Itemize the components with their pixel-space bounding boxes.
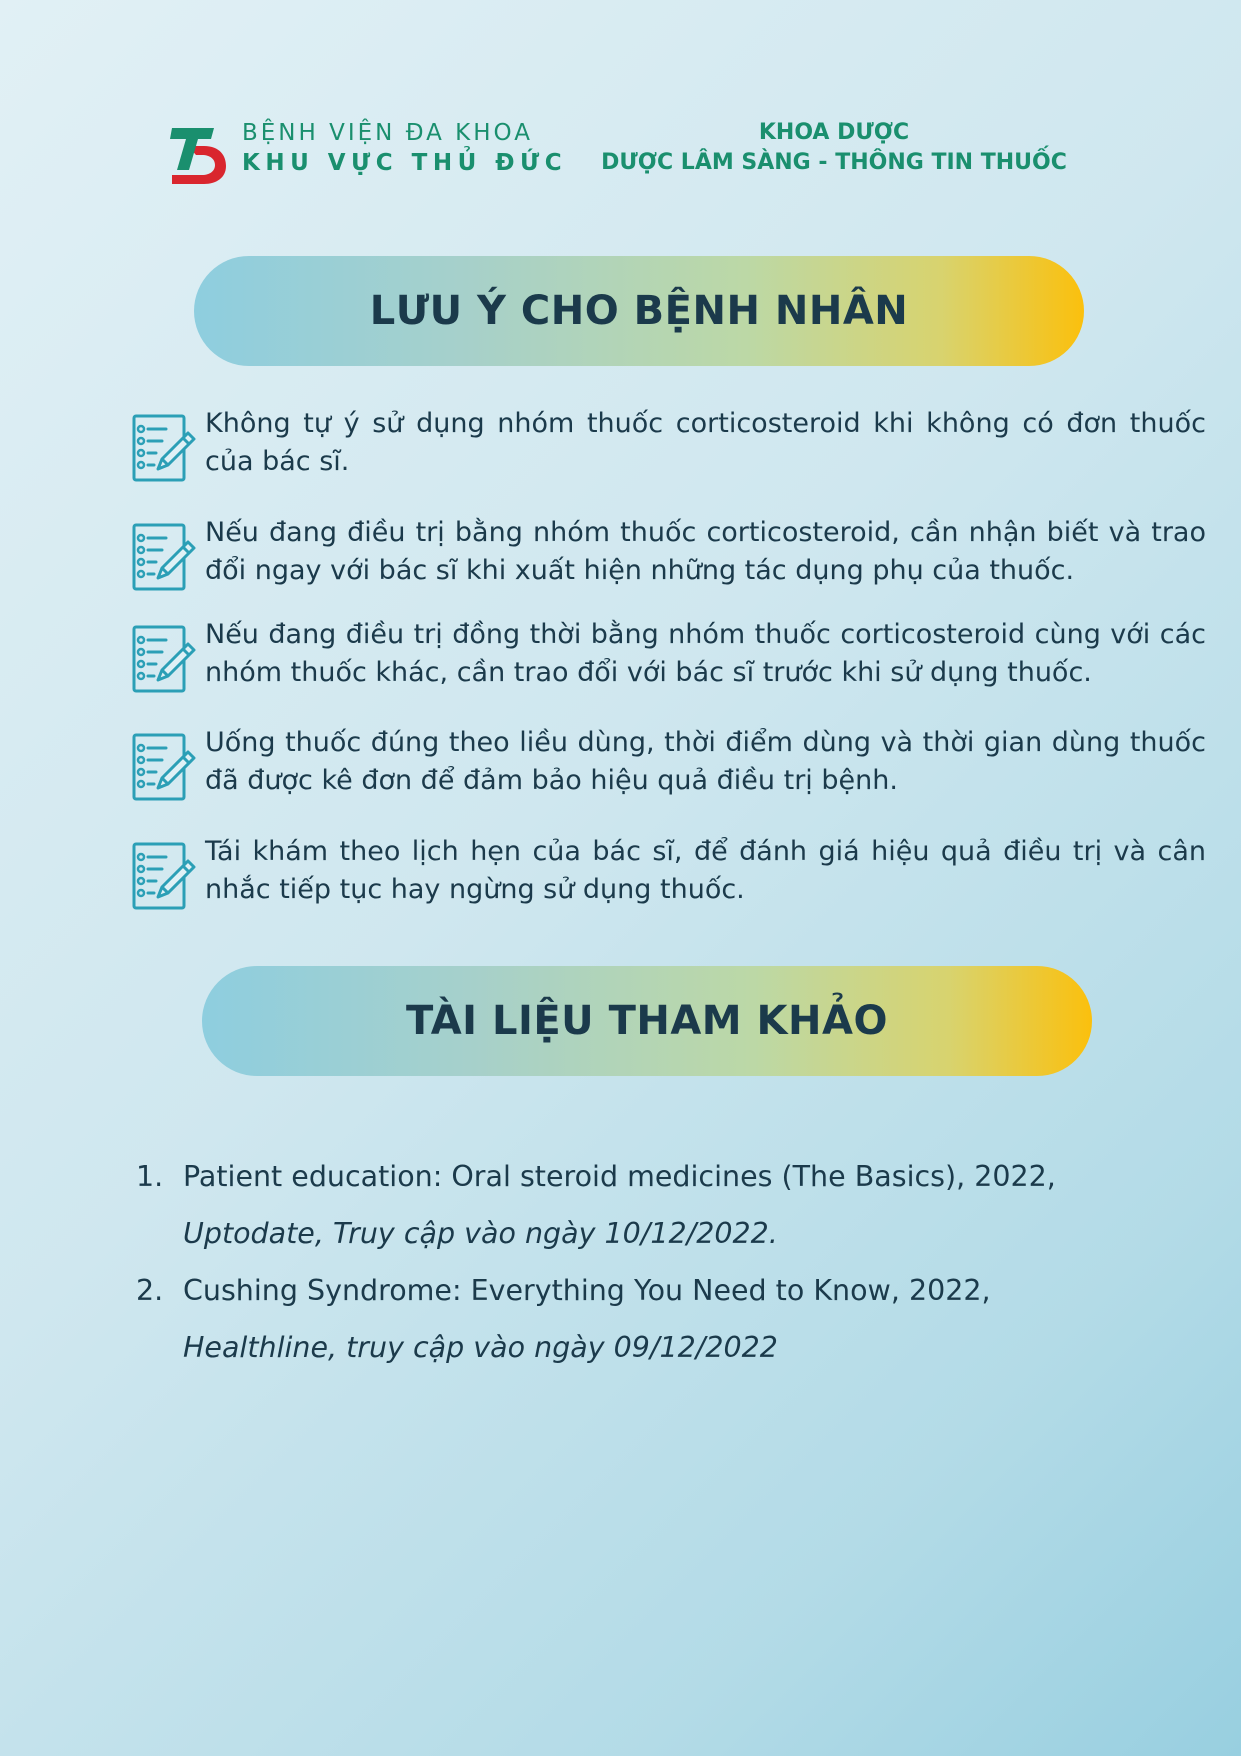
department-name	[584, 118, 1084, 178]
checklist-pencil-icon	[128, 732, 200, 804]
reference-text: Cushing Syndrome: Everything You Need to Know, 2022,	[183, 1274, 991, 1307]
note-item	[128, 833, 1206, 913]
reference-source: Uptodate, Truy cập vào ngày 10/12/2022.	[183, 1217, 778, 1250]
checklist-pencil-icon	[128, 522, 200, 594]
reference-source: Healthline, truy cập vào ngày 09/12/2022	[183, 1331, 778, 1364]
reference-item	[136, 1148, 1136, 1262]
department-line2: DƯỢC LÂM SÀNG - THÔNG TIN THUỐC	[601, 150, 1067, 175]
hospital-name-line2: KHU VỰC THỦ ĐỨC	[242, 150, 568, 176]
hospital-name	[242, 118, 567, 178]
note-text: Nếu đang điều trị đồng thời bằng nhóm thuốc corticosteroid cùng với các nhóm thuốc khác, cần trao đổi với bác sĩ trước khi sử dụng thuốc.	[205, 619, 1206, 688]
references-list	[136, 1148, 1136, 1376]
note-item	[128, 405, 1206, 485]
reference-text: Patient education: Oral steroid medicines (The Basics), 2022,	[183, 1160, 1056, 1193]
page-header	[168, 118, 1088, 188]
note-text: Uống thuốc đúng theo liều dùng, thời điểm dùng và thời gian dùng thuốc đã được kê đơn để đảm bảo hiệu quả điều trị bệnh.	[205, 727, 1206, 796]
reference-number: 2.	[136, 1274, 164, 1307]
note-text: Nếu đang điều trị bằng nhóm thuốc corticosteroid, cần nhận biết và trao đổi ngay với bác sĩ khi xuất hiện những tác dụng phụ của thuốc.	[205, 517, 1206, 586]
reference-number: 1.	[136, 1160, 164, 1193]
note-text: Tái khám theo lịch hẹn của bác sĩ, để đánh giá hiệu quả điều trị và cân nhắc tiếp tục hay ngừng sử dụng thuốc.	[205, 836, 1206, 905]
department-line1: KHOA DƯỢC	[758, 120, 910, 145]
references-banner	[202, 966, 1092, 1076]
reference-item	[136, 1262, 1136, 1376]
checklist-pencil-icon	[128, 413, 200, 485]
hospital-logo	[168, 124, 228, 186]
note-item	[128, 724, 1206, 804]
patient-notes-banner	[194, 256, 1084, 366]
patient-notes-title: LƯU Ý CHO BỆNH NHÂN	[369, 288, 909, 334]
note-text: Không tự ý sử dụng nhóm thuốc corticosteroid khi không có đơn thuốc của bác sĩ.	[205, 408, 1206, 477]
note-item	[128, 514, 1206, 594]
hospital-name-line1: BỆNH VIỆN ĐA KHOA	[242, 120, 533, 146]
references-title: TÀI LIỆU THAM KHẢO	[406, 998, 888, 1044]
note-item	[128, 616, 1206, 696]
checklist-pencil-icon	[128, 624, 200, 696]
checklist-pencil-icon	[128, 841, 200, 913]
